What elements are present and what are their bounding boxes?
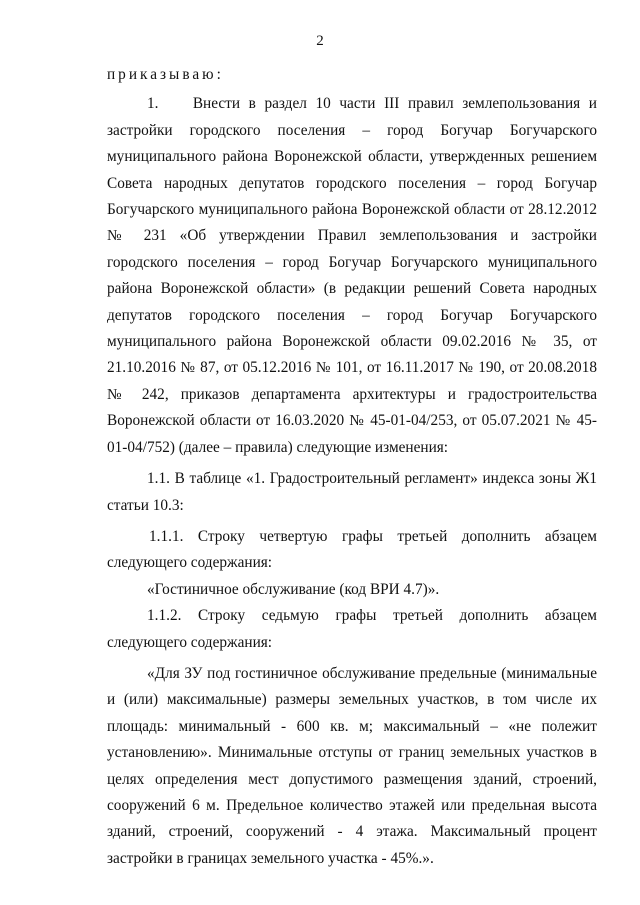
quote-land-plot-parameters: «Для ЗУ под гостиничное обслуживание предельные (минимальные и (или) максимальные) размеры земельных участков, в том числе их площадь: минимальный - 600 кв. м; максимальный – «не полежит установлению». Минимальные отступы от границ земельных участков в целях определения мест допустимого размещения зданий, строений, сооружений 6 м. Предельное количество этажей или предельная высота зданий, строений, сооружений - 4 этажа. Максимальный процент застройки в границах земельного участка - 45%.». bbox=[107, 664, 597, 867]
paragraph-item-1-1-1: 1.1.1. Строку четвертую графы третьей дополнить абзацем следующего содержания: bbox=[107, 527, 597, 572]
paragraph-item-1: 1. Внести в раздел 10 части III правил землепользования и застройки городского поселения – город Богучар Богучарского муниципального района Воронежской области, утвержденных решением Совета народных депутатов городского поселения – город Богучар Богучарского муниципального района Воронежской области от 28.12.2012 № 231 «Об утверждении Правил землепользования и застройки городского поселения – город Богучар Богучарского муниципального района Воронежской области» (в редакции решений Совета народных депутатов городского поселения – город Богучар Богучарского муниципального района Воронежской области 09.02.2016 № 35, от 21.10.2016 № 87, от 05.12.2016 № 101, от 16.11.2017 № 190, от 20.08.2018 № 242, приказов департамента архитектуры и градостроительства Воронежской области от 16.03.2020 № 45-01-04/253, от 05.07.2021 № 45-01-04/752) (далее – правила) следующие изменения: bbox=[107, 95, 597, 456]
order-word: приказываю: bbox=[107, 66, 224, 83]
page-number: 2 bbox=[316, 33, 324, 49]
document-body bbox=[107, 62, 597, 872]
quote-hotel-service: «Гостиничное обслуживание (код ВРИ 4.7)». bbox=[147, 580, 440, 598]
paragraph-item-1-1-2: 1.1.2. Строку седьмую графы третьей дополнить абзацем следующего содержания: bbox=[107, 607, 597, 651]
paragraph-item-1-1: 1.1. В таблице «1. Градостроительный регламент» индекса зоны Ж1 статьи 10.3: bbox=[107, 470, 597, 514]
